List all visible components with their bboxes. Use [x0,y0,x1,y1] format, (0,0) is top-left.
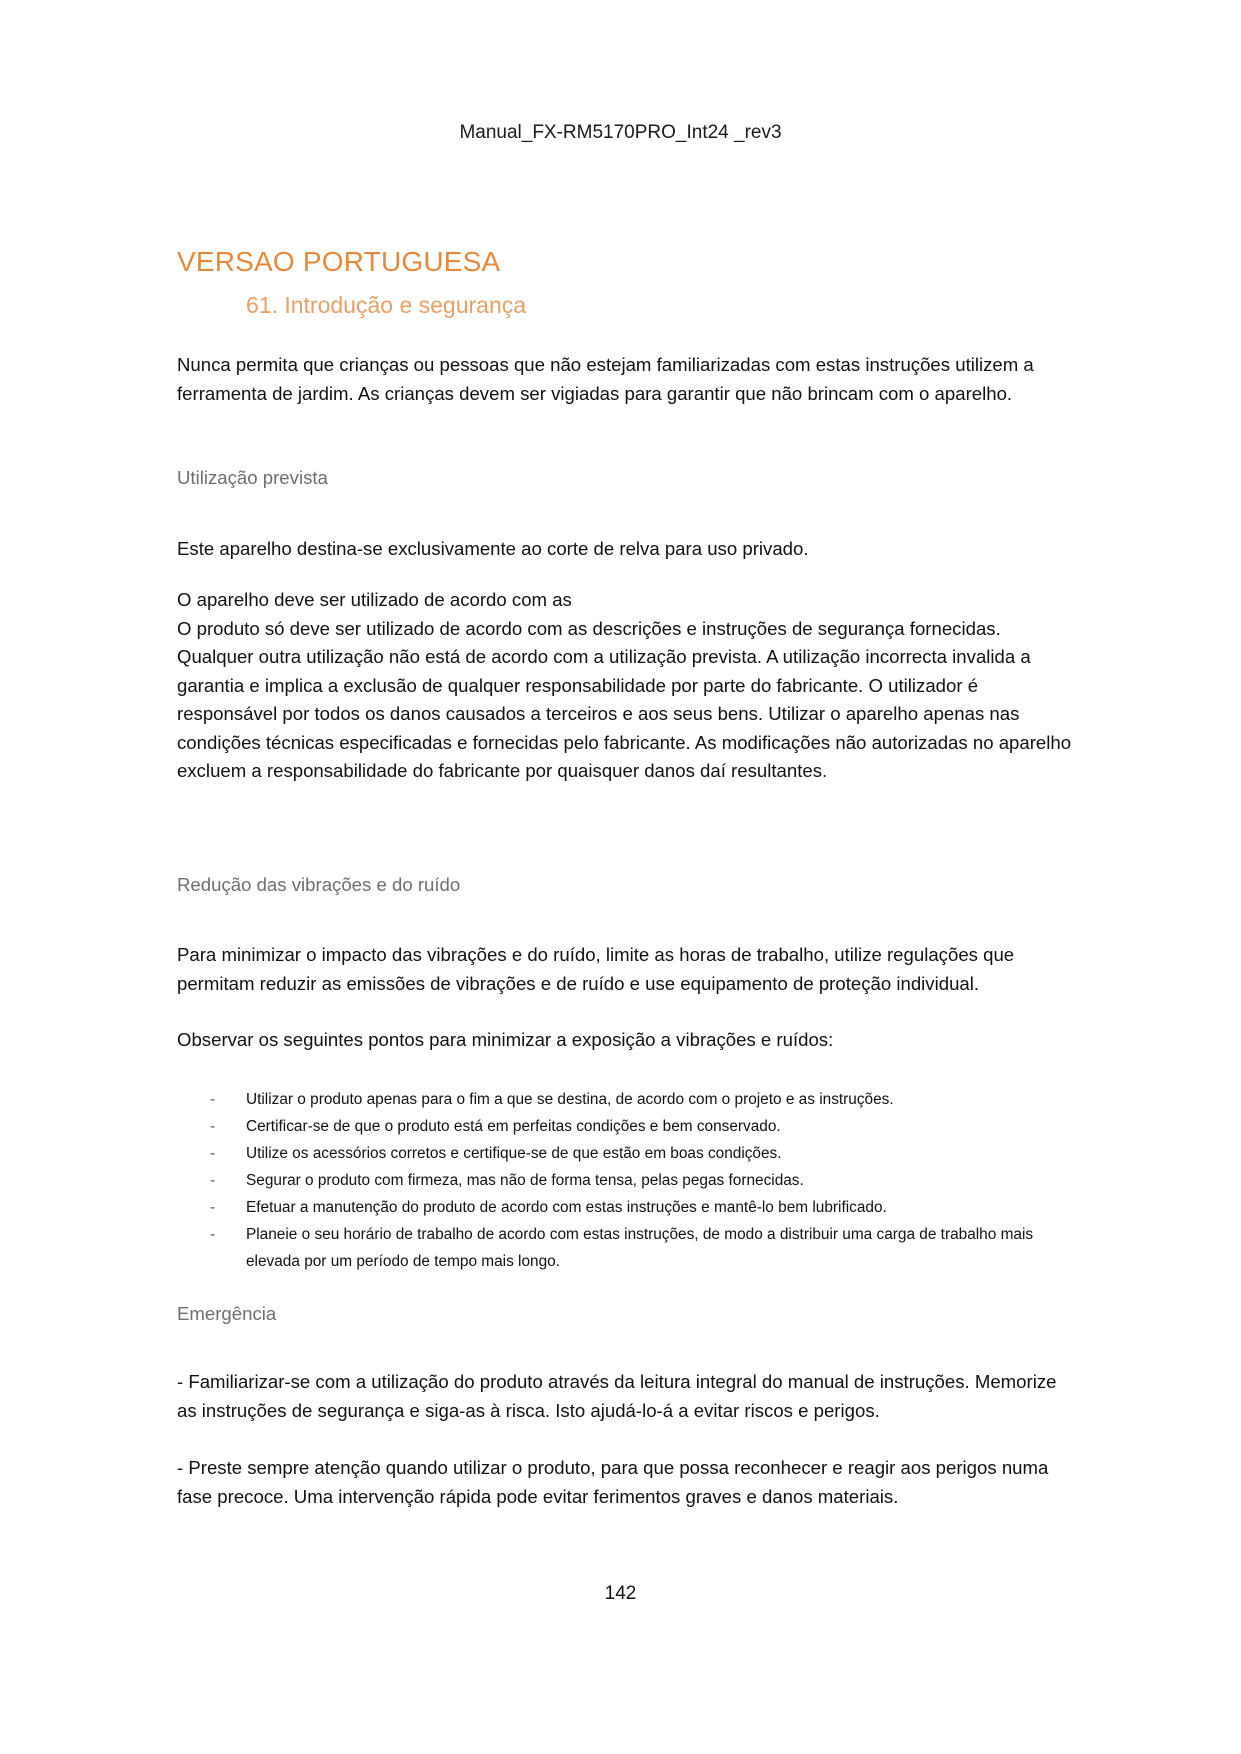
list-item [208,1140,1088,1167]
intended-use-heading: Utilização prevista [177,467,328,488]
list-item [208,1194,1088,1221]
emergency-heading: Emergência [177,1303,277,1324]
bullet-marker: - [210,1199,216,1216]
list-item-text: Utilizar o produto apenas para o fim a que se destina, de acordo com o projeto e as instruções. [246,1091,894,1108]
list-item [208,1086,1088,1113]
noise-paragraph-2: Observar os seguintes pontos para minimizar a exposição a vibrações e ruídos: [177,1029,834,1050]
list-item [208,1113,1088,1140]
noise-paragraph-1: Para minimizar o impacto das vibrações e do ruído, limite as horas de trabalho, utilize regulações que permitam reduzir as emissões de vibrações e de ruído e use equipamento de proteção individual. [177,944,1015,994]
emergency-paragraph-2: - Preste sempre atenção quando utilizar o produto, para que possa reconhecer e reagir aos perigos numa fase precoce. Uma intervenção rápida pode evitar ferimentos graves e danos materiais. [177,1457,1049,1507]
document-header: Manual_FX-RM5170PRO_Int24 _rev3 [459,122,782,143]
list-item-text: Planeie o seu horário de trabalho de acordo com estas instruções, de modo a distribuir uma carga de trabalho mais elevada por um período de tempo mais longo. [246,1226,1034,1270]
bullet-marker: - [210,1226,216,1243]
intended-use-paragraph-2-first-line: O aparelho deve ser utilizado de acordo com as [177,589,572,610]
chapter-title: 61. Introdução e segurança [246,292,527,318]
list-item-text: Certificar-se de que o produto está em perfeitas condições e bem conservado. [246,1118,781,1135]
emergency-paragraph-1: - Familiarizar-se com a utilização do produto através da leitura integral do manual de instruções. Memorize as instruções de segurança e siga-as à risca. Isto ajudá-lo-á a evitar riscos e perigos. [177,1371,1057,1421]
noise-heading: Redução das vibrações e do ruído [177,874,461,895]
bullet-marker: - [210,1118,216,1135]
bullet-marker: - [210,1091,216,1108]
intended-use-paragraph-1: Este aparelho destina-se exclusivamente ao corte de relva para uso privado. [177,538,809,559]
page-number: 142 [604,1583,637,1604]
list-item-text: Segurar o produto com firmeza, mas não de forma tensa, pelas pegas fornecidas. [246,1172,804,1189]
intro-paragraph: Nunca permita que crianças ou pessoas que não estejam familiarizadas com estas instruções utilizem a ferramenta de jardim. As crianças devem ser vigiadas para garantir que não brincam com o aparelho. [177,354,1034,404]
list-item-text: Utilize os acessórios corretos e certifique-se de que estão em boas condições. [246,1145,782,1162]
list-item-text: Efetuar a manutenção do produto de acordo com estas instruções e mantê-lo bem lubrificado. [246,1199,887,1216]
noise-bullet-list [208,1086,1088,1275]
intended-use-paragraph-2-body: O produto só deve ser utilizado de acordo com as descrições e instruções de segurança fornecidas. Qualquer outra utilização não está de acordo com a utilização prevista. A utilização incorrecta invalida a garantia e implica a exclusão de qualquer responsabilidade por parte do fabricante. O utilizador é responsável por todos os danos causados a terceiros e aos seus bens. Utilizar o aparelho apenas nas condições técnicas especificadas e fornecidas pelo fabricante. As modificações não autorizadas no aparelho excluem a responsabilidade do fabricante por quaisquer danos daí resultantes. [177,617,1072,781]
intended-use-paragraph-2 [177,586,1077,786]
bullet-marker: - [210,1145,216,1162]
list-item [208,1167,1088,1194]
list-item [208,1221,1088,1275]
bullet-marker: - [210,1172,216,1189]
section-title: VERSAO PORTUGUESA [177,246,501,277]
